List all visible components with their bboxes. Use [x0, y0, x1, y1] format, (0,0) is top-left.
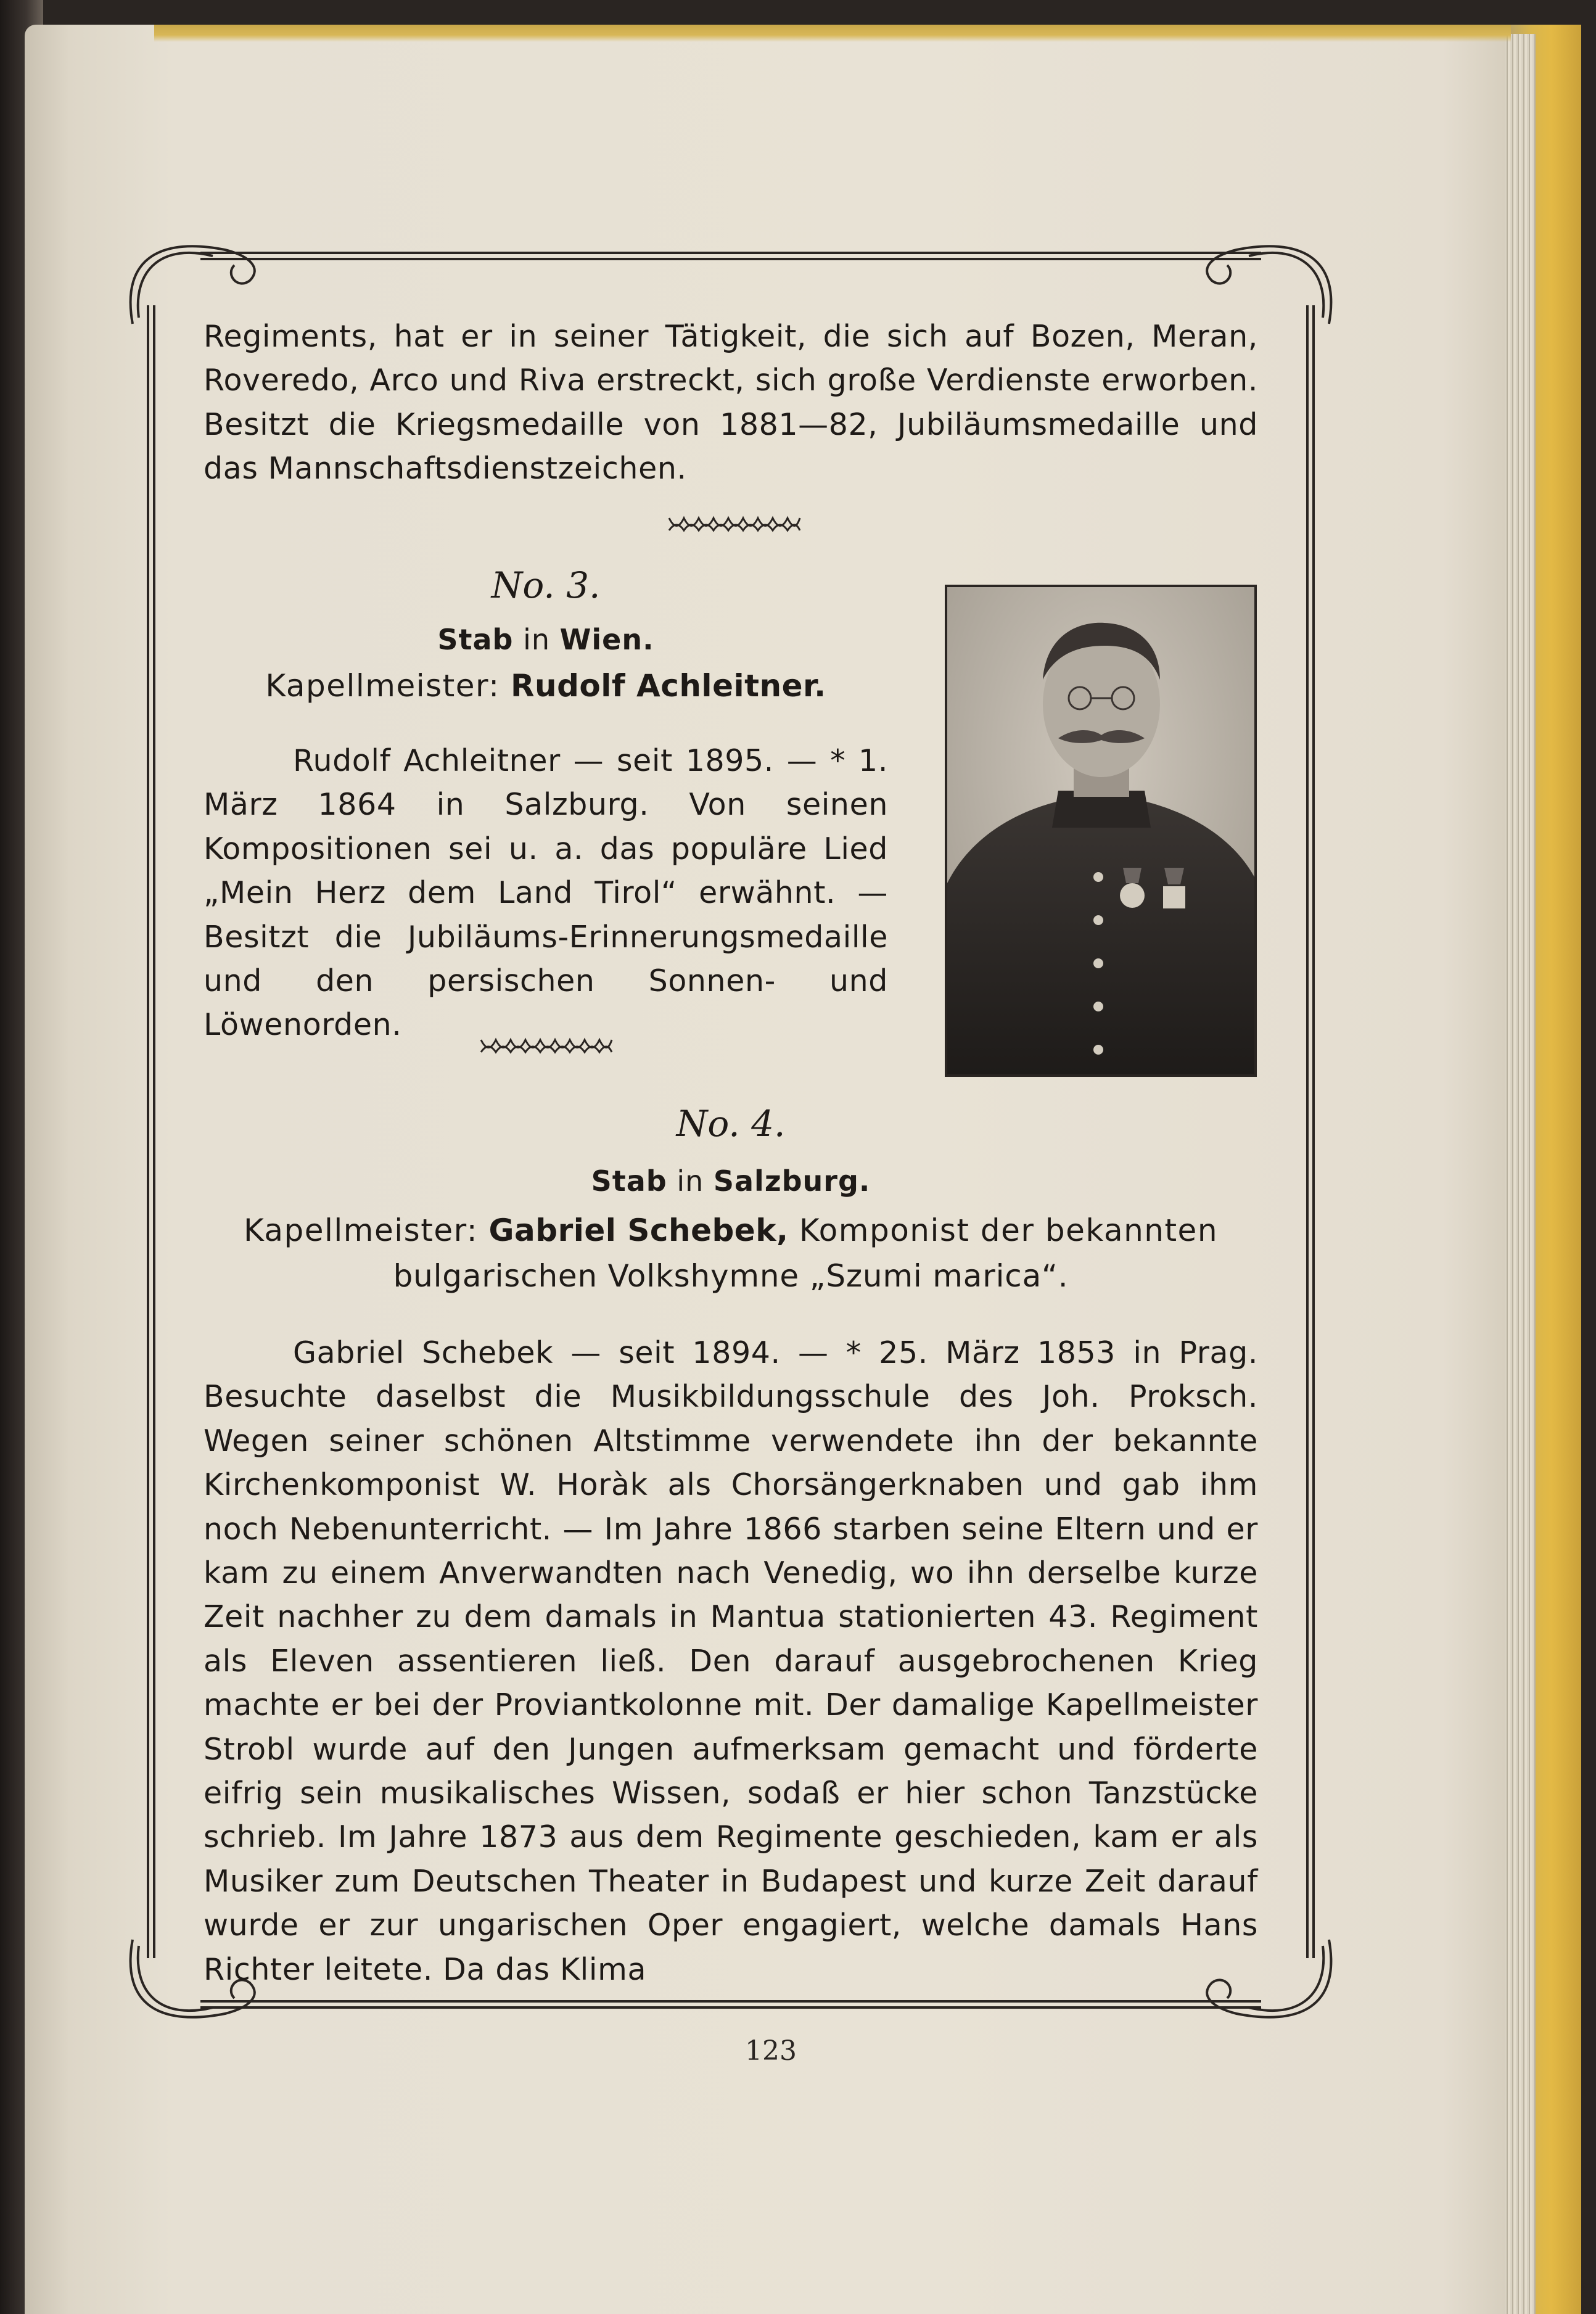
page-stack-edge	[1505, 34, 1536, 2314]
section-4-kapellmeister	[204, 1213, 1258, 1248]
section-4-stab	[204, 1164, 1258, 1198]
section-4-kapellmeister-line2: bulgarischen Volkshymne „Szumi marica“.	[393, 1258, 1069, 1294]
section-3-kapellmeister	[204, 668, 888, 704]
stab-label: Stab	[437, 623, 514, 656]
kapellmeister-label: Kapellmeister:	[265, 668, 500, 704]
stab-in: in	[677, 1164, 704, 1198]
kapellmeister-rest: Komponist der bekannten	[799, 1213, 1219, 1248]
portrait-image	[947, 587, 1254, 1074]
stab-place: Wien.	[559, 623, 654, 656]
page-number: 123	[745, 2035, 797, 2067]
kapellmeister-name: Rudolf Achleitner.	[510, 668, 826, 704]
section-3-body: Rudolf Achleitner — seit 1895. — * 1. März 1864 in Salzburg. Von seinen Kompositionen sei u. a. das populäre Lied „Mein Herz dem Land Tirol“ erwähnt. — Besitzt die Jubiläums-Erinnerungsmedaille und den persischen Sonnen- und Löwenorden.	[204, 743, 888, 1043]
section-3-stab	[204, 623, 888, 656]
stab-place: Salzburg.	[713, 1164, 871, 1198]
stab-label: Stab	[591, 1164, 667, 1198]
section-4-body: Gabriel Schebek — seit 1894. — * 25. März 1853 in Prag. Besuchte daselbst die Musikbildungsschule des Joh. Proksch. Wegen seiner schönen Altstimme verwendete ihn der bekannte Kirchenkomponist W. Horàk als Chorsängerknaben und gab ihm noch Nebenunterricht. — Im Jahre 1866 starben seine Eltern und er kam zu einem Anverwandten nach Venedig, wo ihn derselbe kurze Zeit nachher zu dem damals in Mantua stationierten 43. Regiment als Eleven assentieren ließ. Den darauf ausgebrochenen Krieg machte er bei der Proviantkolonne mit. Der damalige Kapellmeister Strobl wurde auf den Jungen aufmerksam gemacht und förderte eifrig sein musikalisches Wissen, sodaß er hier schon Tanzstücke schrieb. Im Jahre 1873 aus dem Regimente geschieden, kam er als Musiker zum Deutschen Theater in Budapest und kurze Zeit darauf wurde er zur ungarischen Oper engagiert, welche damals Hans Richter leitete. Da das Klima	[204, 1335, 1258, 1987]
portrait-photo	[945, 585, 1257, 1077]
stab-in: in	[523, 623, 551, 656]
kapellmeister-label: Kapellmeister:	[243, 1213, 479, 1248]
decorative-ornament	[478, 1034, 614, 1058]
paragraph-top: Regiments, hat er in seiner Tätigkeit, die sich auf Bozen, Meran, Roveredo, Arco und Riva erstreckt, sich große Verdienste erworben. Besitzt die Kriegsmedaille von 1881—82, Jubiläumsmedaille und das Mannschaftsdienstzeichen.	[204, 319, 1258, 487]
section-3-number: No. 3.	[491, 564, 601, 606]
kapellmeister-name: Gabriel Schebek,	[488, 1213, 789, 1248]
decorative-ornament	[666, 512, 802, 537]
section-4-number: No. 4.	[676, 1103, 786, 1145]
top-binding	[154, 25, 1511, 42]
